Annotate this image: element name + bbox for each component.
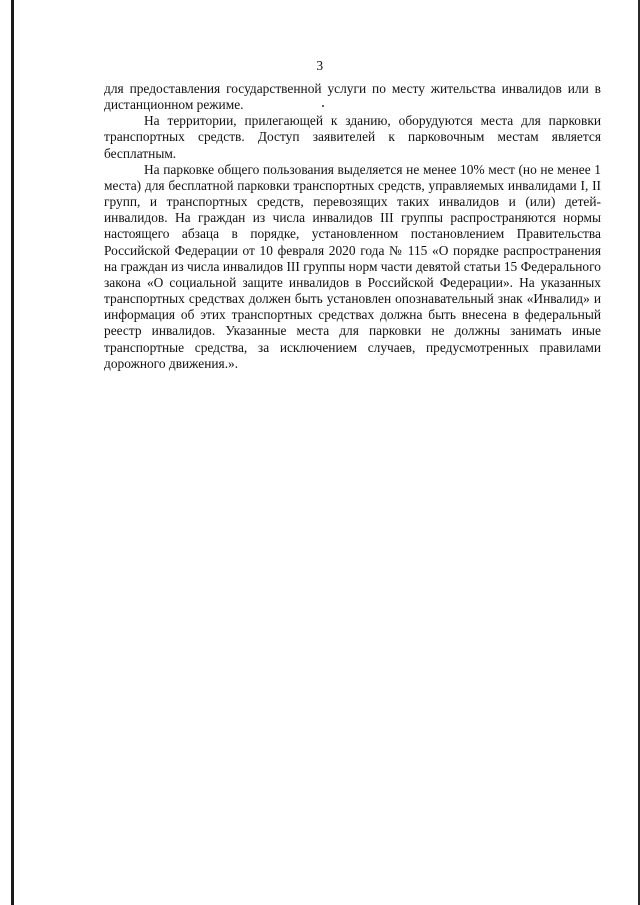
page-number: 3 xyxy=(316,58,324,73)
scan-left-border xyxy=(11,0,14,905)
paragraph-disabled-parking: На парковке общего пользования выделяется не менее 10% мест (но не менее 1 места) для бесплатной парковки транспортных средств, управляемых инвалидами I, II групп, и транспортных средств, перевозящих таких инвалидов и (или) детей-инвалидов. На граждан из числа инвалидов III группы распространяются нормы настоящего абзаца в порядке, установленном постановлением Правительства Российской Федерации от 10 февраля 2020 года № 115 «О порядке распространения на граждан из числа инвалидов III группы норм части девятой статьи 15 Федерального закона «О социальной защите инвалидов в Российской Федерации». На указанных транспортных средствах должен быть установлен опознавательный знак «Инвалид» и информация об этих транспортных средствах должна быть внесена в федеральный реестр инвалидов. Указанные места для парковки не должны занимать иные транспортные средства, за исключением случаев, предусмотренных правилами дорожного движения.». xyxy=(104,161,601,371)
document-body xyxy=(104,81,601,372)
paragraph-parking-territory: На территории, прилегающей к зданию, оборудуются места для парковки транспортных средств. Доступ заявителей к парковочным местам является бесплатным. xyxy=(104,113,601,161)
paragraph-continuation: для предоставления государственной услуги по месту жительства инвалидов или в дистанционном режиме. xyxy=(104,81,601,113)
